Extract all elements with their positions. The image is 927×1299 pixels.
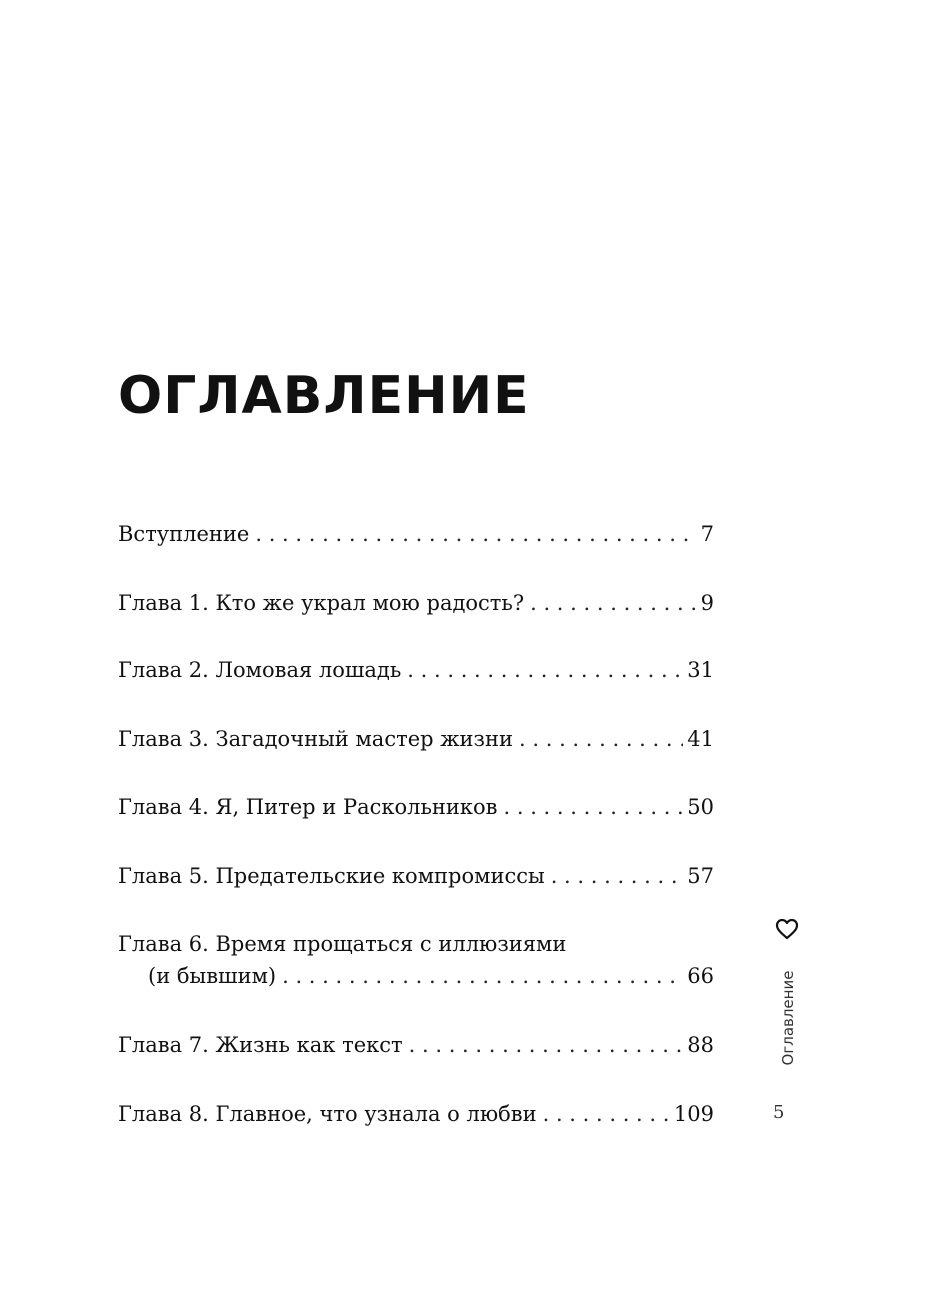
- toc-entry-page: 88: [687, 1033, 714, 1057]
- toc-entry-intro[interactable]: [118, 517, 714, 551]
- toc-entry-title: Глава 1. Кто же украл мою радость?: [118, 591, 525, 615]
- page-number: 5: [773, 1102, 785, 1123]
- toc-entry-chapter-4[interactable]: [118, 790, 714, 824]
- dot-leader: [519, 722, 683, 756]
- toc-entry-chapter-7[interactable]: [118, 1028, 714, 1062]
- dot-leader: [543, 1097, 670, 1131]
- toc-entry-page: 57: [687, 864, 714, 888]
- toc-entry-page: 7: [700, 522, 714, 546]
- toc-entry-title: Глава 5. Предательские компромиссы: [118, 864, 545, 888]
- dot-leader: [407, 653, 683, 687]
- page-title: ОГЛАВЛЕНИЕ: [118, 366, 530, 426]
- toc-entry-title: Глава 7. Жизнь как текст: [118, 1033, 403, 1057]
- toc-entry-chapter-3[interactable]: [118, 722, 714, 756]
- running-section-label: [778, 970, 798, 1066]
- toc-entry-page: 109: [673, 1102, 714, 1126]
- table-of-contents: [118, 0, 714, 1299]
- toc-entry-title: Глава 3. Загадочный мастер жизни: [118, 727, 514, 751]
- dot-leader: [504, 790, 684, 824]
- toc-entry-page: 41: [687, 727, 714, 751]
- toc-entry-chapter-1[interactable]: [118, 586, 714, 620]
- dot-leader: [551, 859, 684, 893]
- toc-entry-page: 66: [687, 964, 714, 988]
- toc-entry-title: Вступление: [118, 522, 250, 546]
- toc-entry-title: Глава 8. Главное, что узнала о любви: [118, 1102, 537, 1126]
- dot-leader: [409, 1028, 684, 1062]
- dot-leader: [530, 586, 697, 620]
- heart-outline-icon: [775, 917, 799, 941]
- toc-entry-page: 50: [687, 795, 714, 819]
- running-section-label-text: Оглавление: [779, 970, 797, 1066]
- toc-entry-page: 9: [700, 591, 714, 615]
- toc-entry-page: 31: [687, 658, 714, 682]
- toc-entry-title: Глава 2. Ломовая лошадь: [118, 658, 402, 682]
- toc-entry-chapter-6-line-1[interactable]: Глава 6. Время прощаться с иллюзиями: [118, 932, 567, 956]
- toc-entry-chapter-6[interactable]: [148, 959, 714, 993]
- toc-entry-chapter-2[interactable]: [118, 653, 714, 687]
- toc-entry-title-cont: (и бывшим): [148, 964, 277, 988]
- dot-leader: [255, 517, 696, 551]
- toc-entry-chapter-5[interactable]: [118, 859, 714, 893]
- toc-entry-title: Глава 4. Я, Питер и Раскольников: [118, 795, 498, 819]
- toc-entry-chapter-8[interactable]: [118, 1097, 714, 1131]
- dot-leader: [282, 959, 683, 993]
